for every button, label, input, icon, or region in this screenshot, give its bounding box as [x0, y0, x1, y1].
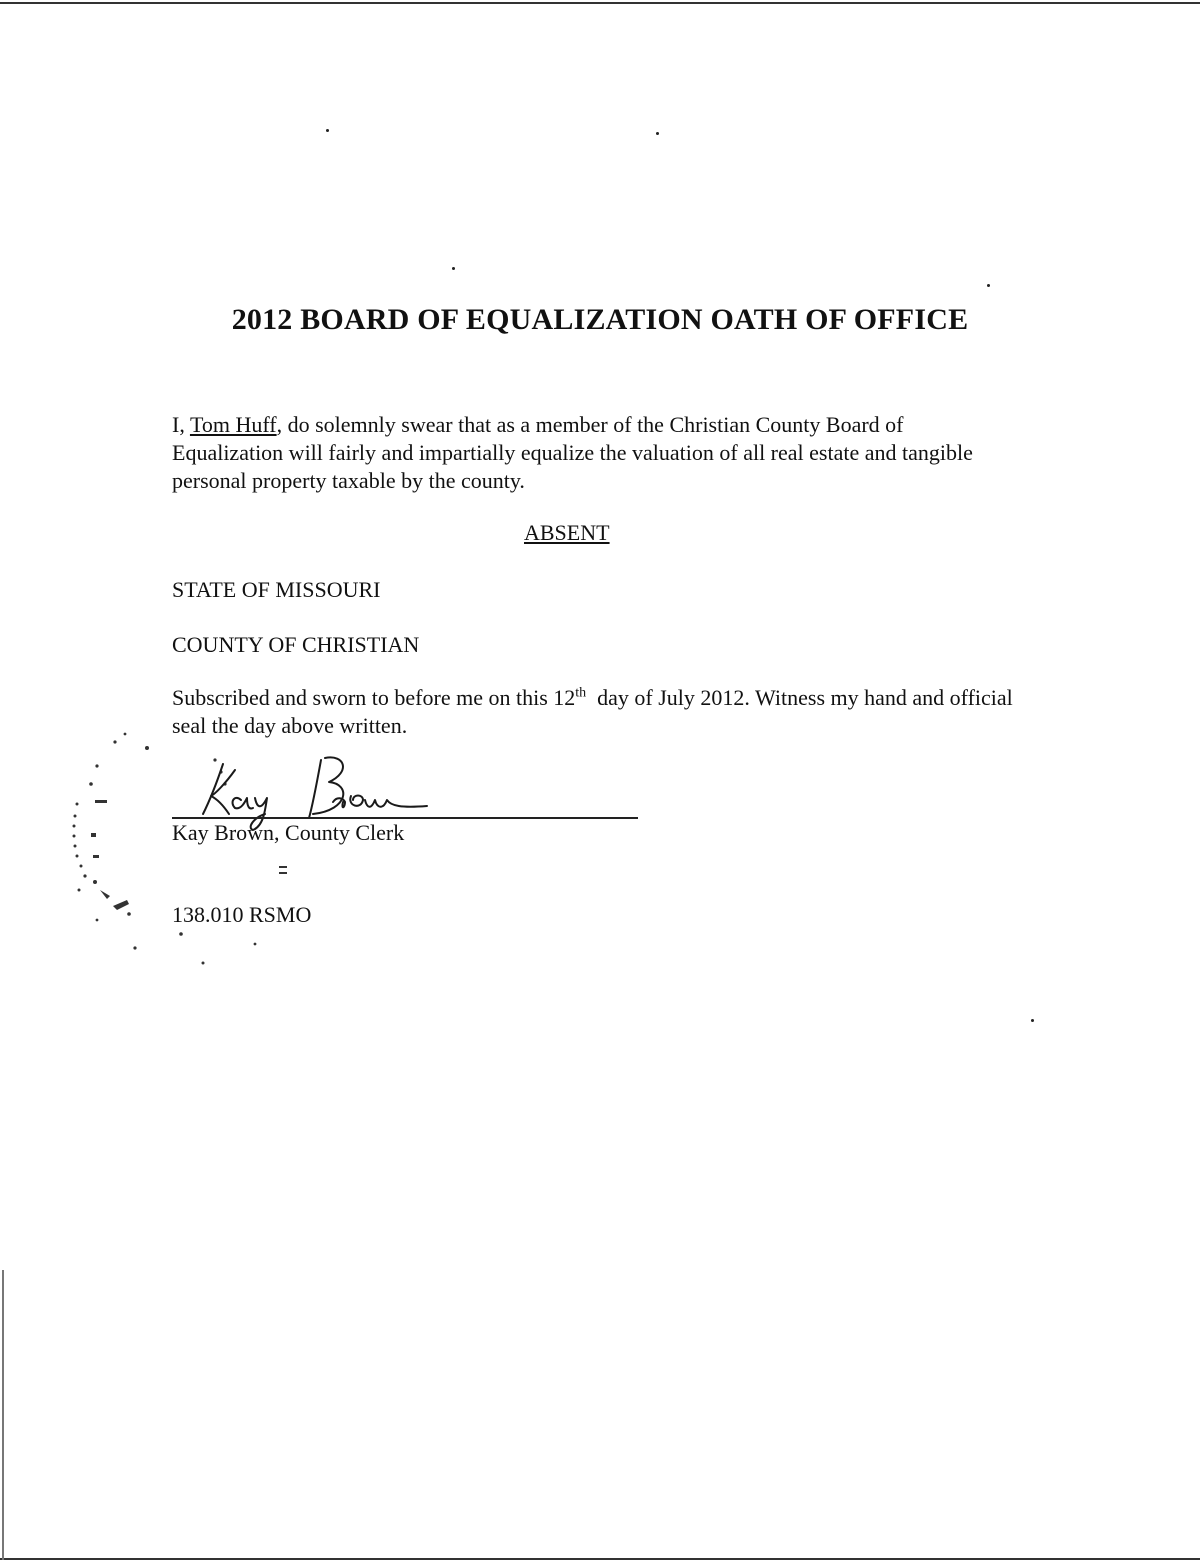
sworn-before-day: Subscribed and sworn to before me on this 12 [172, 685, 576, 710]
oath-prefix: I, [172, 412, 190, 437]
statute-reference: 138.010 RSMO [172, 902, 312, 927]
day-suffix: th [575, 685, 587, 701]
scan-edge-left [2, 1270, 4, 1560]
county-line: COUNTY OF CHRISTIAN [172, 632, 420, 657]
scan-edge-bottom [0, 1558, 1200, 1560]
signature-line [172, 817, 638, 819]
sworn-after-day: day of July 2012. Witness my hand and official seal the day above written. [172, 685, 1019, 738]
scan-speck [452, 267, 455, 270]
document-title: 2012 BOARD OF EQUALIZATION OATH OF OFFICE [231, 303, 969, 336]
sworn-paragraph [172, 684, 1032, 740]
scan-edge-top [0, 2, 1200, 4]
absent-label: ABSENT [524, 520, 610, 545]
scan-speck [987, 284, 990, 287]
scan-speck [326, 129, 329, 132]
oath-text: , do solemnly swear that as a member of the Christian County Board of Equalization will fairly and impartially equalize the valuation of all real estate and tangible personal property taxable by the county. [172, 412, 973, 493]
signer-name: Kay Brown, County Clerk [172, 820, 405, 845]
scan-speck [1031, 1019, 1034, 1022]
scan-speck [656, 132, 659, 135]
member-name: Tom Huff [189, 412, 277, 437]
state-line: STATE OF MISSOURI [172, 577, 381, 602]
oath-paragraph [172, 411, 1012, 495]
